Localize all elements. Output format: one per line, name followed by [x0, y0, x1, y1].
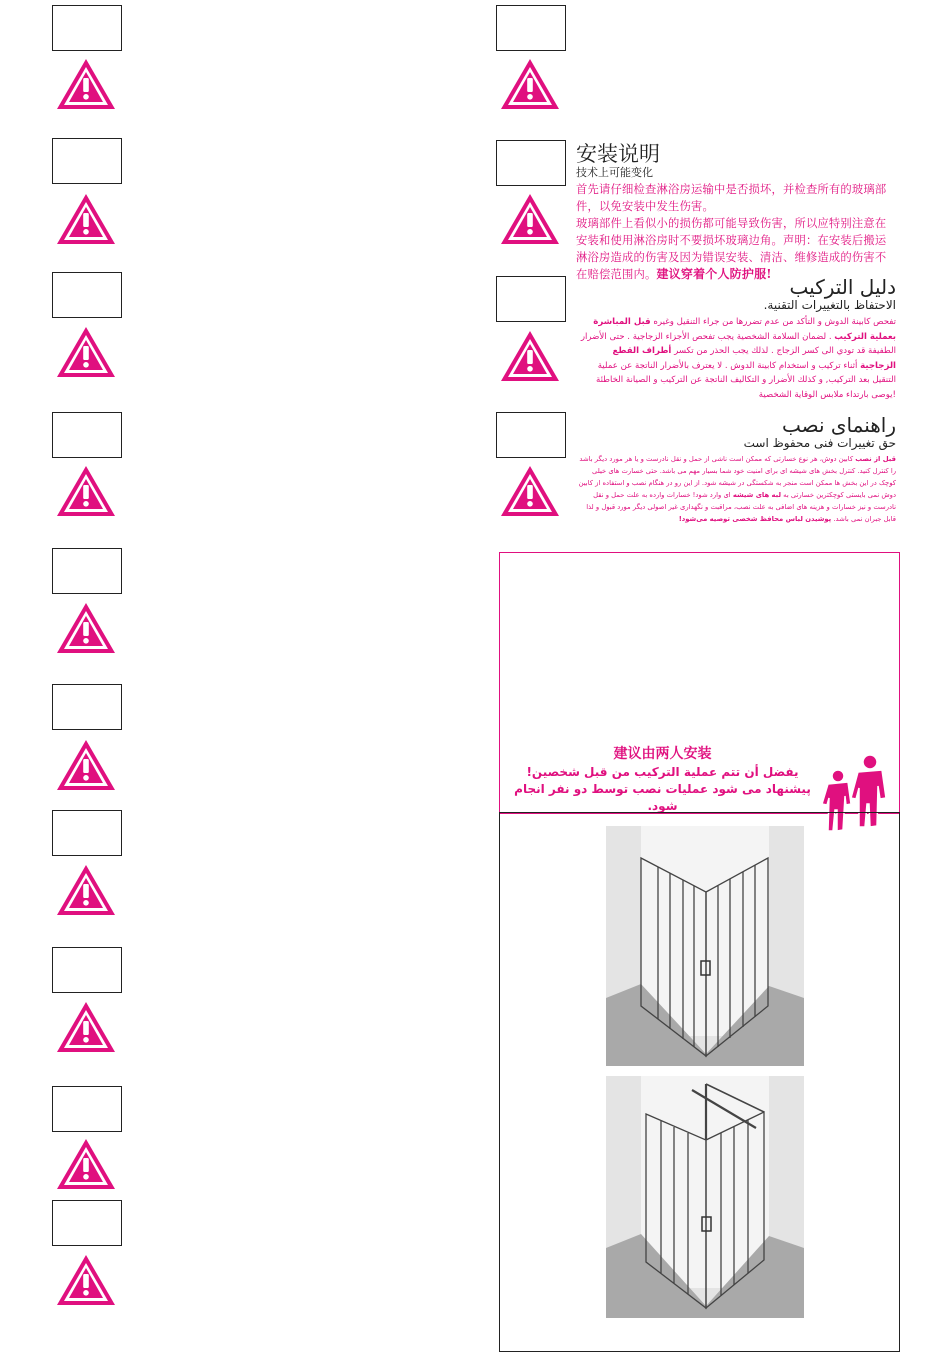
language-box: [496, 140, 566, 186]
arabic-text-b: قبل المباشرة بعملية التركيب: [593, 317, 896, 342]
language-box: [52, 272, 122, 318]
persian-instructions: [576, 414, 896, 525]
shower-enclosure-closed-illustration: [606, 826, 804, 1066]
arabic-text-d: أطراف القطع الزجاجية: [612, 346, 896, 371]
language-box: [52, 412, 122, 458]
persian-text-b: کابین دوش، هر نوع خسارتی که ممکن است ناشی از حمل و نقل نادرست و یا هر مورد دیگر باشد را کنترل کنید. کنترل بخش های شیشه ای برای امنیت خود شما بسیار مهم می باشد. حتی خسارت های خیلی کوچک در این بخش ها ممکن است منجر به شکستگی در شیشه شود. از این رو در هنگام نصب و استفاده از کابین دوش نمی بایستی کوچکترین خسارتی به: [578, 455, 896, 499]
persian-paragraph: [576, 453, 896, 525]
chinese-paragraph-1: 首先请仔细检查淋浴房运输中是否损坏，并检查所有的玻璃部件，以免安装中发生伤害。: [576, 183, 887, 213]
arabic-text-f: !يوصى بارتداء ملابس الوقاية الشخصية: [758, 389, 896, 400]
language-box: [52, 810, 122, 856]
warning-triangle-icon: [54, 1252, 118, 1308]
warning-triangle-icon: [54, 56, 118, 112]
chinese-subtitle: 技术上可能变化: [576, 166, 653, 179]
arabic-title: دليل التركيب: [789, 275, 896, 299]
arabic-text-a: تفحص كابينة الدوش و التأكد من عدم تضررها من جراء التنقيل وغيره: [650, 317, 896, 327]
language-box: [496, 412, 566, 458]
warning-triangle-icon: [54, 600, 118, 656]
warning-triangle-icon: [54, 999, 118, 1055]
chinese-paragraph-2: [576, 215, 894, 283]
chinese-title: 安装说明: [576, 142, 660, 166]
two-person-note: [505, 744, 820, 815]
arabic-subtitle: الاحتفاظ بالتغييرات التقنية.: [763, 298, 896, 312]
arabic-text-c: . لضمان السلامة الشخصية يجب تفحص الأجزاء الزجاجية . حتى الأضرار الطفيفة قد تودي الى كسر الزجاج . لذلك يجب الحذر من تكسر: [580, 331, 896, 356]
warning-triangle-icon: [498, 56, 562, 112]
language-box: [52, 947, 122, 993]
persian-text-c: لبه های شیشه: [732, 491, 782, 499]
two-person-persian: پیشنهاد می شود عملیات نصب توسط دو نفر انجام شود.: [514, 782, 811, 813]
language-box: [52, 5, 122, 51]
arabic-text-e: أثناء تركيب و استخدام كابينة الدوش . لا يعترف بالأضرار الناتجة عن عملية التنقيل بعد التركيب, و كذلك الأضرار و التكاليف الناتجة عن التركيب و الصيانة الخاطئة: [595, 360, 896, 385]
arabic-paragraph: [576, 315, 896, 402]
shower-enclosure-open-illustration: [606, 1076, 804, 1318]
persian-text-a: قبل از نصب: [855, 455, 896, 463]
persian-text-d: ای وارد شود! خسارات وارده به علت حمل و نقل نادرست و نیز خسارات و هزینه های اضافی به علت نصب، مراقبت و نگهداری غیر اصولی دیگر مورد قبول و لذا قابل جبران نمی باشد.: [586, 491, 896, 523]
chinese-paragraph-2-text: 玻璃部件上看似小的损伤都可能导致伤害，所以应特别注意在安装和使用淋浴房时不要损坏玻璃边角。声明：在安装后搬运淋浴房造成的伤害及因为错误安装、清洁、维修造成的伤害不在赔偿范围内。: [576, 217, 887, 281]
language-box: [52, 1086, 122, 1132]
warning-triangle-icon: [498, 328, 562, 384]
two-person-chinese: 建议由两人安装: [613, 746, 712, 762]
warning-triangle-icon: [54, 737, 118, 793]
two-person-arabic: يفضل أن تتم عملية التركيب من قبل شخصين!: [526, 765, 799, 779]
warning-triangle-icon: [498, 463, 562, 519]
chinese-instructions: [576, 142, 894, 283]
persian-subtitle: حق تغییرات فنی محفوظ است: [743, 436, 896, 450]
warning-triangle-icon: [54, 862, 118, 918]
warning-triangle-icon: [54, 463, 118, 519]
warning-triangle-icon: [54, 324, 118, 380]
warning-triangle-icon: [54, 1136, 118, 1192]
arabic-instructions: [576, 276, 896, 402]
language-box: [52, 684, 122, 730]
language-box: [52, 1200, 122, 1246]
language-box: [52, 548, 122, 594]
language-box: [496, 5, 566, 51]
language-box: [52, 138, 122, 184]
warning-triangle-icon: [498, 191, 562, 247]
language-box: [496, 276, 566, 322]
warning-triangle-icon: [54, 191, 118, 247]
chinese-protective-clothing-note: 建议穿着个人防护服!: [656, 267, 772, 281]
persian-title: راهنمای نصب: [781, 413, 896, 437]
persian-text-e: پوشیدن لباس محافظ شخصی توصیه می‌شود!: [678, 515, 832, 523]
